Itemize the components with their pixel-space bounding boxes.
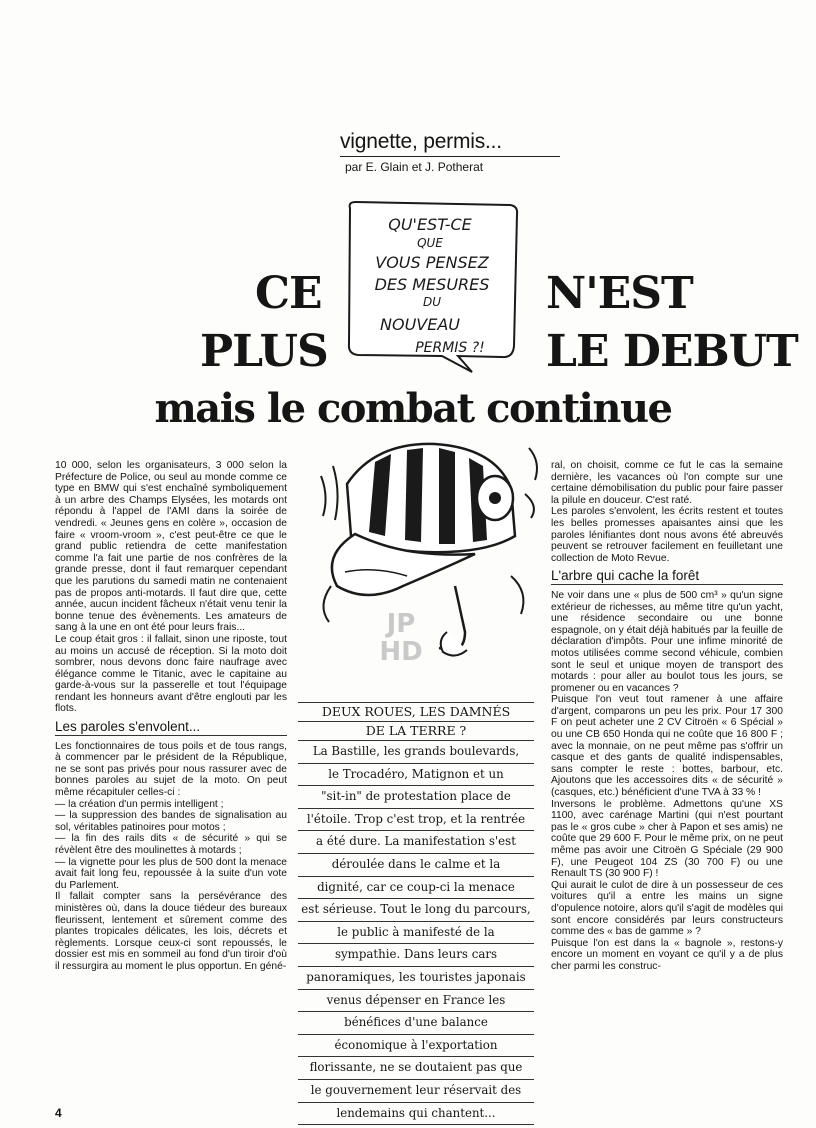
right-para-4: Puisque l'on veut tout ramener à une affaire d'argent, comparons un peu les prix. Pour 17 300 F on peut acheter une 2 CV Citroën « 6 Spécial » ou une CB 650 Honda qui ne coûte que 16 800 F ; avec la monnaie, on ne peut même pas s'offrir un casque et des gants de qualité indispensables, sans compter le reste : bottes, barbour, etc. Ajoutons que les accessoires dits « de sécurité » (casques, etc.) bénéficient d'une TVA à 33 % ! [551,694,783,799]
bullet-item: — la vignette pour les plus de 500 dont la menace avait fait long feu, repoussée à la suite d'un vote du Parlement. [55,856,287,891]
bubble-line-4: DES MESURES [374,275,490,294]
sidebar-line: panoramiques, les touristes japonais [298,967,534,990]
headline-left-line1: CE [255,268,322,319]
bubble-line-2: QUE [417,236,443,250]
bullet-item: — la création d'un permis intelligent ; [55,798,224,810]
left-subhead: Les paroles s'envolent... [55,721,287,736]
right-para-5: Inversons le problème. Admettons qu'une XS 1100, avec carénage Martini (qui n'est pourtant pas le « gros cube » cher à Papon et ses amis) ne coûte que 29 600 F. Pour le même prix, on ne peut même pas avoir une Citroën G Spéciale (29 900 F), une Peugeot 104 ZS (30 700 F) ou une Renault TS (30 900 F) ! [551,798,783,880]
sidebar-line: "sit-in" de protestation place de [298,786,534,809]
sidebar-line: l'étoile. Trop c'est trop, et la rentrée [298,809,534,832]
kicker: vignette, permis... [340,130,560,157]
left-column [55,460,287,973]
watermark-line1: JP [386,609,416,639]
watermark-line2: HD [379,637,423,667]
right-para-6: Qui aurait le culot de dire à un possesseur de ces voitures qu'il a entre les mains un signe d'opulence notoire, alors qu'il s'agit de modèles qui sont encore considérés par leurs constructeurs comme des « bas de gamme » ? [551,879,784,938]
left-para-3: Les fonctionnaires de tous poils et de tous rangs, à commencer par le président de la République, ne se sont pas privés pour nous rassurer avec de bonnes paroles au sujet de la moto. On peut même récapituler celles-ci : [55,740,287,799]
right-para-3: Ne voir dans une « plus de 500 cm³ » qu'un signe extérieur de richesses, au même titre qu'un yacht, une résidence secondaire ou une bonne espagnole, on y était déjà habitués par la feuille de déclaration d'impôts. Pour une infime minorité de motos utilisées comme second véhicule, combien sont le seul et unique moyen de transport des motards : pour aller au boulot tous les jours, se promener ou en vacances ? [551,589,783,694]
bubble-line-6: NOUVEAU [380,315,460,334]
sidebar-line: déroulée dans le calme et la [298,854,534,877]
sidebar-line: sympathie. Dans leurs cars [298,944,534,967]
left-para-2: Le coup était gros : il fallait, sinon une riposte, tout au moins un accusé de réception. Si la moto doit sombrer, nous devons donc faire naufrage avec élégance comme le Titanic, avec le capitaine au garde-à-vous sur la passerelle et tout l'équipage rendant les honneurs avant d'être englouti par les flots. [55,633,287,715]
sidebar-heading-line2: DE LA TERRE ? [298,722,534,741]
byline: par E. Glain et J. Potherat [345,160,484,174]
bubble-line-7: PERMIS ?! [415,340,485,356]
sidebar-line: bénéfices d'une balance [298,1012,534,1035]
sidebar-line: a été dure. La manifestation s'est [298,831,534,854]
left-para-1: 10 000, selon les organisateurs, 3 000 selon la Préfecture de Police, ou seul au monde comme ce type en BMW qui s'est enchaîné symboliquement à un arbre des Champs Elysées, les motards ont répondu à l'appel de l'AMI dans la soirée de vendredi. « Jeunes gens en colère », occasion de faire « vroom-vroom », c'est peut-être ce que le grand public retiendra de cette manifestation comme l'a fait une partie de nos confrères de la grande presse, dont il faut remarquer cependant que les parutions du samedi matin ne contenaient pas de propos anti-motards. Il faut dire que, cette année, aucun incident fâcheux n'était venu tenir la bonne tenue des évènements. Les amateurs de sang à la une en ont été pour leurs frais... [55,460,287,634]
sidebar-line: le gouvernement leur réservait des [298,1080,534,1103]
right-column [551,460,783,973]
sidebar-line: dignité, car ce coup-ci la menace [298,877,534,900]
right-para-7: Puisque l'on est dans la « bagnole », restons-y encore un moment en voyant ce qu'il y a de plus cher parmi les construc- [551,937,783,972]
sidebar-box [298,702,534,1125]
right-subhead: L'arbre qui cache la forêt [551,570,783,585]
sidebar-line: lendemains qui chantent... [298,1103,534,1126]
page-number: 4 [55,1106,62,1120]
sidebar-line: La Bastille, les grands boulevards, [298,741,534,764]
headline-right-line1: N'EST [546,268,693,319]
sidebar-line: économique à l'exportation [298,1035,534,1058]
bullet-item: — la suppression des bandes de signalisation au sol, véritables patinoires pour motos ; [55,810,287,833]
headline-bottom: mais le combat continue [154,385,672,432]
sidebar-heading-line1: DEUX ROUES, LES DAMNÉS [298,703,534,722]
headline-left-line2: PLUS [200,326,328,377]
bubble-line-1: QU'EST-CE [388,215,472,234]
bullet-item: — la fin des rails dits « de sécurité » qui se révèlent être des moulinettes à motards ; [55,833,287,856]
cartoon-helmet-illustration [315,436,545,706]
right-para-1: ral, on choisit, comme ce fut le cas la semaine dernière, les vacances où l'on compte sur une certaine démobilisation du public pour faire passer la pilule en douceur. C'est raté. [551,460,783,506]
left-para-4: Il fallait compter sans la persévérance des ministères où, dans la douce tiédeur des bureaux fleurissent, lentement et sûrement comme des plantes tropicales délicates, les lois, décrets et règlements. Lorsque ceux-ci sont repoussés, le dossier est mis en sommeil au fond d'un tiroir d'où il ressurgira au moment le plus opportun. En géné- [55,891,287,972]
sidebar-line: florissante, ne se doutaient pas que [298,1057,534,1080]
sidebar-line: le public à manifesté de la [298,922,534,945]
bubble-line-3: VOUS PENSEZ [375,253,489,272]
bubble-line-5: DU [422,295,442,309]
sidebar-line: venus dépenser en France les [298,990,534,1013]
sidebar-line: le Trocadéro, Matignon et un [298,764,534,787]
headline-right-line2: LE DEBUT [546,326,798,377]
speech-bubble [340,196,522,374]
sidebar-line: est sérieuse. Tout le long du parcours, [298,899,534,922]
right-para-2: Les paroles s'envolent, les écrits restent et toutes les belles promesses apaisantes ainsi que les paroles lénifiantes dont nous avons été abreuvés peuvent se retrouver facilement en feuilletant une collection de Moto Revue. [551,506,783,564]
